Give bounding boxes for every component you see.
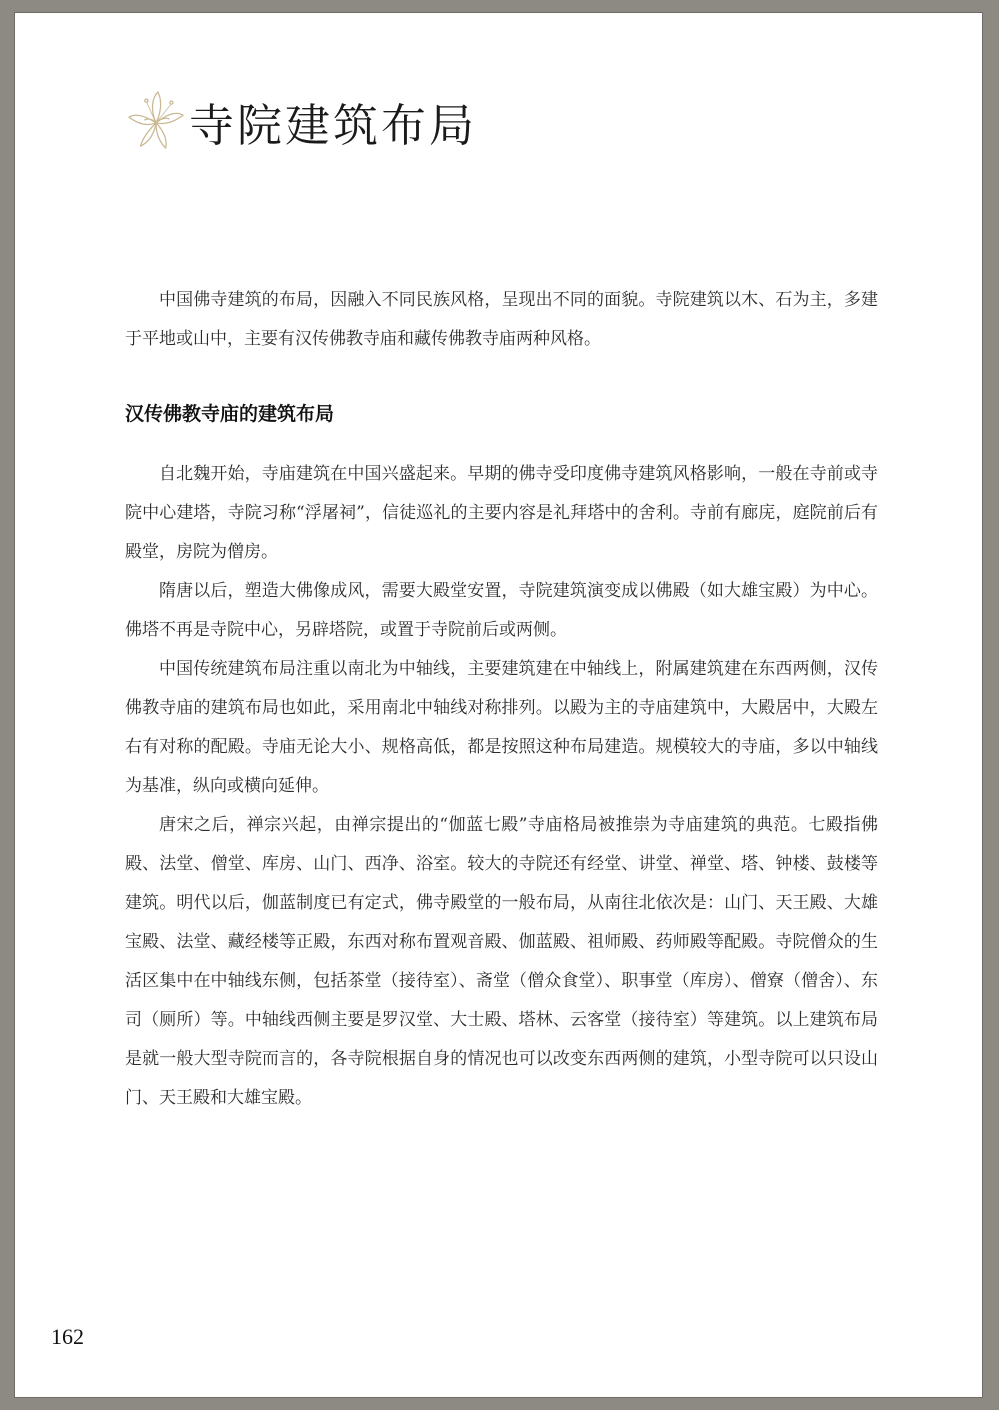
section-paragraph-3: 中国传统建筑布局注重以南北为中轴线，主要建筑建在中轴线上，附属建筑建在东西两侧，汉传佛教寺庙的建筑布局也如此，采用南北中轴线对称排列。以殿为主的寺庙建筑中，大殿居中，大殿左右有对称的配殿。寺庙无论大小、规格高低，都是按照这种布局建造。规模较大的寺庙，多以中轴线为基准，纵向或横向延伸。	[125, 659, 878, 796]
lily-flower-icon	[127, 90, 185, 152]
section-paragraph-1: 自北魏开始，寺庙建筑在中国兴盛起来。早期的佛寺受印度佛寺建筑风格影响，一般在寺前或寺院中心建塔，寺院习称“浮屠祠”，信徒巡礼的主要内容是礼拜塔中的舍利。寺前有廊庑，庭院前后有殿堂，房院为僧房。	[125, 464, 878, 562]
section-paragraph-2: 隋唐以后，塑造大佛像成风，需要大殿堂安置，寺院建筑演变成以佛殿（如大雄宝殿）为中心。佛塔不再是寺院中心，另辟塔院，或置于寺院前后或两侧。	[125, 581, 878, 640]
intro-text	[125, 281, 878, 359]
chapter-header	[127, 81, 477, 161]
intro-paragraph: 中国佛寺建筑的布局，因融入不同民族风格，呈现出不同的面貌。寺院建筑以木、石为主，多建于平地或山中，主要有汉传佛教寺庙和藏传佛教寺庙两种风格。	[125, 290, 878, 349]
page-number: 162	[51, 1324, 84, 1349]
section-paragraph-4: 唐宋之后，禅宗兴起，由禅宗提出的“伽蓝七殿”寺庙格局被推崇为寺庙建筑的典范。七殿指佛殿、法堂、僧堂、库房、山门、西净、浴室。较大的寺院还有经堂、讲堂、禅堂、塔、钟楼、鼓楼等建筑。明代以后，伽蓝制度已有定式，佛寺殿堂的一般布局，从南往北依次是：山门、天王殿、大雄宝殿、法堂、藏经楼等正殿，东西对称布置观音殿、伽蓝殿、祖师殿、药师殿等配殿。寺院僧众的生活区集中在中轴线东侧，包括茶堂（接待室）、斋堂（僧众食堂）、职事堂（库房）、僧寮（僧舍）、东司（厕所）等。中轴线西侧主要是罗汉堂、大士殿、塔林、云客堂（接待室）等建筑。以上建筑布局是就一般大型寺院而言的，各寺院根据自身的情况也可以改变东西两侧的建筑，小型寺院可以只设山门、天王殿和大雄宝殿。	[125, 815, 878, 1108]
section-heading: 汉传佛教寺庙的建筑布局	[125, 403, 335, 425]
section-text	[125, 455, 878, 1118]
chapter-title: 寺院建筑布局	[189, 98, 478, 152]
book-page	[14, 12, 983, 1398]
